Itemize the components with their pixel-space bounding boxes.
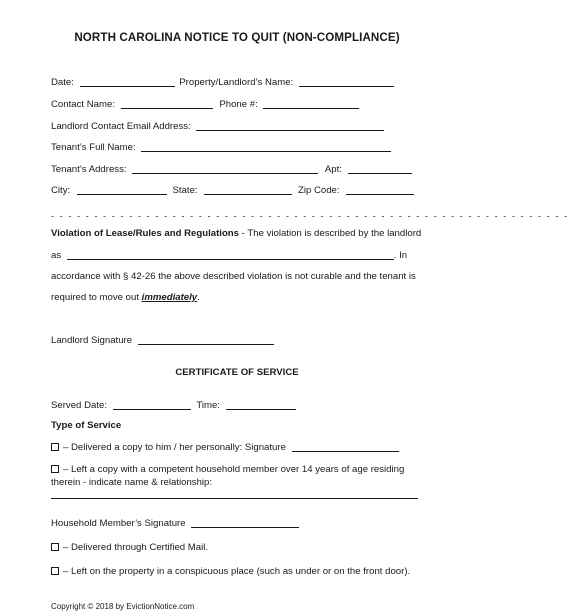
landlord-email-label: Landlord Contact Email Address: bbox=[51, 121, 191, 132]
violation-line-4 bbox=[51, 292, 200, 303]
household-member-name-field[interactable] bbox=[51, 498, 418, 499]
household-signature-row bbox=[51, 518, 299, 529]
apt-label: Apt: bbox=[324, 164, 342, 175]
served-date-label: Served Date: bbox=[51, 400, 107, 411]
move-out-suffix: . bbox=[197, 292, 200, 303]
property-label: Property/Landlord’s Name: bbox=[179, 77, 294, 88]
phone-field[interactable] bbox=[263, 99, 359, 109]
apt-field[interactable] bbox=[348, 164, 412, 174]
violation-line-2 bbox=[51, 250, 407, 261]
served-row bbox=[51, 400, 296, 411]
section-divider: - - - - - - - - - - - - - - - - - - - - - - - - - - - - - - - - - - - - - - - - - - - - - - - - - - - - - - - - - - - - bbox=[51, 211, 569, 221]
date-field[interactable] bbox=[80, 77, 175, 87]
contact-row bbox=[51, 99, 359, 110]
violation-intro: - The violation is described by the landlord bbox=[239, 228, 422, 239]
tenant-name-row bbox=[51, 142, 391, 153]
landlord-email-field[interactable] bbox=[196, 121, 384, 131]
conspicuous-place-label: – Left on the property in a conspicuous place (such as under or on the front door). bbox=[63, 566, 411, 577]
household-member-checkbox[interactable] bbox=[51, 465, 59, 473]
personal-delivery-signature-field[interactable] bbox=[292, 442, 399, 452]
violation-as-label: as bbox=[51, 250, 62, 261]
tenant-address-field[interactable] bbox=[132, 164, 318, 174]
phone-label: Phone #: bbox=[219, 99, 258, 110]
violation-in-label: . In bbox=[393, 250, 408, 261]
time-label: Time: bbox=[196, 400, 220, 411]
violation-line-3: accordance with § 42-26 the above described violation is not curable and the tenant is bbox=[51, 271, 416, 282]
contact-name-label: Contact Name: bbox=[51, 99, 115, 110]
service-option-1 bbox=[51, 442, 399, 453]
tenant-name-field[interactable] bbox=[141, 142, 391, 152]
city-label: City: bbox=[51, 185, 71, 196]
zip-field[interactable] bbox=[346, 185, 414, 195]
personal-delivery-label: – Delivered a copy to him / her personally: Signature bbox=[63, 442, 286, 453]
personal-delivery-checkbox[interactable] bbox=[51, 443, 59, 451]
city-row bbox=[51, 185, 414, 196]
tenant-name-label: Tenant’s Full Name: bbox=[51, 142, 136, 153]
violation-line-1 bbox=[51, 228, 421, 239]
property-field[interactable] bbox=[299, 77, 394, 87]
certified-mail-checkbox[interactable] bbox=[51, 543, 59, 551]
state-label: State: bbox=[172, 185, 198, 196]
zip-label: Zip Code: bbox=[297, 185, 340, 196]
household-signature-label: Household Member’s Signature bbox=[51, 518, 186, 529]
email-row bbox=[51, 121, 384, 132]
landlord-signature-row bbox=[51, 335, 274, 346]
city-field[interactable] bbox=[77, 185, 167, 195]
served-date-field[interactable] bbox=[113, 400, 191, 410]
landlord-signature-label: Landlord Signature bbox=[51, 335, 133, 346]
state-field[interactable] bbox=[204, 185, 292, 195]
move-out-emphasis: immediately bbox=[141, 292, 198, 303]
contact-name-field[interactable] bbox=[121, 99, 213, 109]
move-out-text: required to move out bbox=[51, 292, 142, 303]
date-label: Date: bbox=[51, 77, 74, 88]
violation-heading: Violation of Lease/Rules and Regulations bbox=[51, 228, 240, 239]
violation-description-field[interactable] bbox=[67, 250, 394, 260]
landlord-signature-field[interactable] bbox=[138, 335, 274, 345]
document-title: NORTH CAROLINA NOTICE TO QUIT (NON-COMPLIANCE) bbox=[74, 31, 400, 44]
tenant-address-label: Tenant’s Address: bbox=[51, 164, 127, 175]
service-option-2 bbox=[51, 464, 404, 475]
service-option-3 bbox=[51, 542, 208, 553]
date-row bbox=[51, 77, 394, 88]
type-of-service-heading: Type of Service bbox=[51, 420, 122, 431]
household-member-label: – Left a copy with a competent household member over 14 years of age residing bbox=[63, 464, 405, 475]
household-member-label-2: therein - indicate name & relationship: bbox=[51, 477, 213, 488]
certificate-heading: CERTIFICATE OF SERVICE bbox=[175, 367, 299, 378]
conspicuous-place-checkbox[interactable] bbox=[51, 567, 59, 575]
household-signature-field[interactable] bbox=[191, 518, 299, 528]
copyright-footer: Copyright © 2018 by EvictionNotice.com bbox=[51, 602, 195, 611]
certified-mail-label: – Delivered through Certified Mail. bbox=[63, 542, 209, 553]
service-option-4 bbox=[51, 566, 410, 577]
time-field[interactable] bbox=[226, 400, 296, 410]
tenant-address-row bbox=[51, 164, 412, 175]
